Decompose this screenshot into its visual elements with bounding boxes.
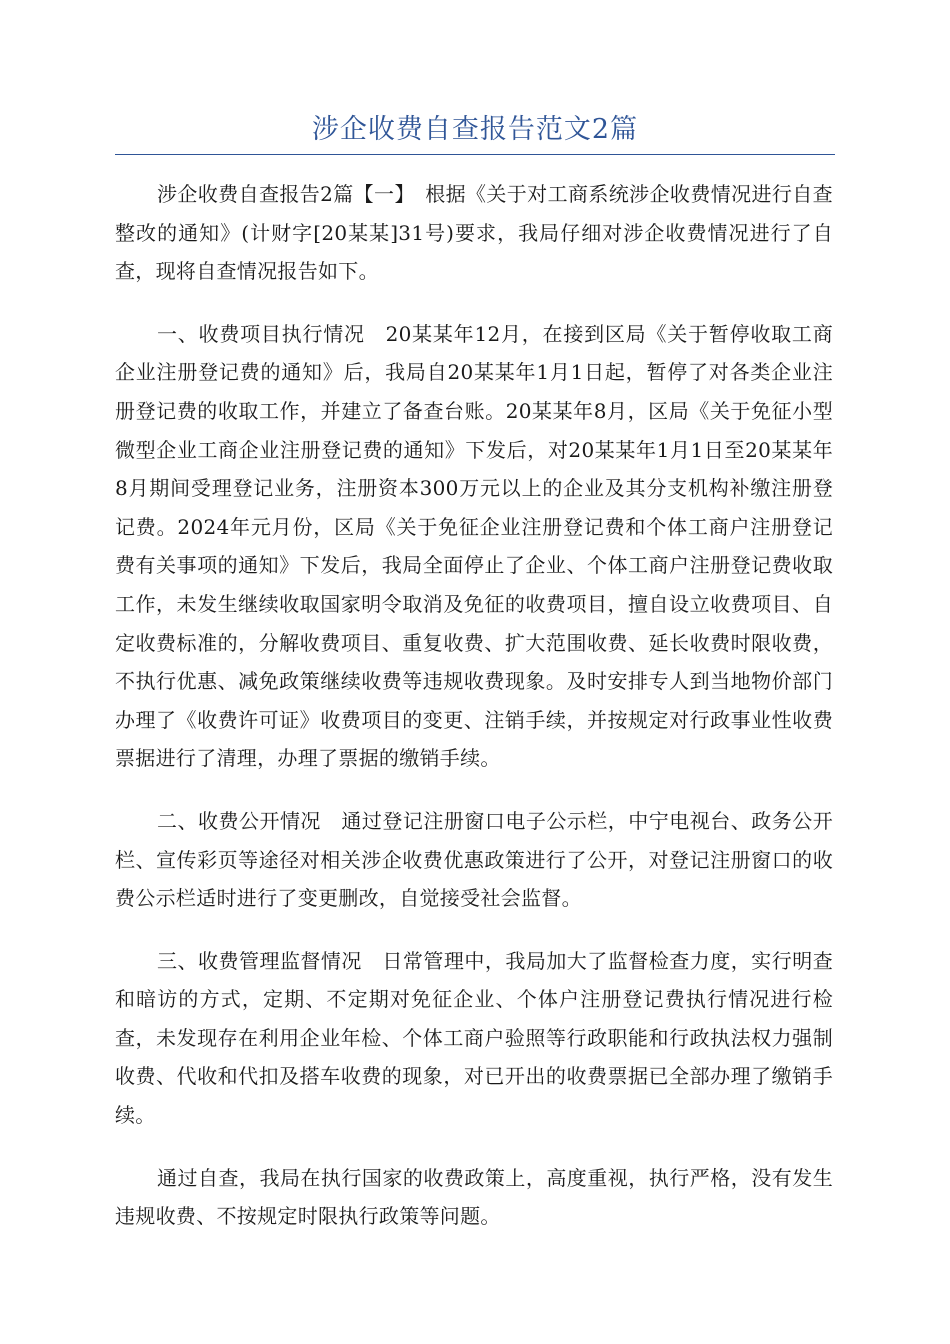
- paragraph-section-3: 三、收费管理监督情况 日常管理中，我局加大了监督检查力度，实行明查和暗访的方式，定期、不定期对免征企业、个体户注册登记费执行情况进行检查，未发现存在利用企业年检、个体工商户验照等行政职能和行政执法权力强制收费、代收和代扣及搭车收费的现象，对已开出的收费票据已全部办理了缴销手续。: [115, 948, 833, 1128]
- paragraph-section-2: 二、收费公开情况 通过登记注册窗口电子公示栏，中宁电视台、政务公开栏、宣传彩页等途径对相关涉企收费优惠政策进行了公开，对登记注册窗口的收费公示栏适时进行了变更删改，自觉接受社会监督。: [115, 808, 833, 911]
- title-underline: [115, 154, 835, 155]
- document-body: [115, 175, 833, 1260]
- paragraph-intro: 涉企收费自查报告2篇【一】 根据《关于对工商系统涉企收费情况进行自查整改的通知》(计财字[20某某]31号)要求，我局仔细对涉企收费情况进行了自查，现将自查情况报告如下。: [115, 182, 833, 284]
- page-title: 涉企收费自查报告范文2篇: [311, 114, 639, 145]
- paragraph-section-1: 一、收费项目执行情况 20某某年12月，在接到区局《关于暂停收取工商企业注册登记费的通知》后，我局自20某某年1月1日起，暂停了对各类企业注册登记费的收取工作，并建立了备查台账。20某某年8月，区局《关于免征小型微型企业工商企业注册登记费的通知》下发后，对20某某年1月1日至20某某年8月期间受理登记业务，注册资本300万元以上的企业及其分支机构补缴注册登记费。2024年元月份，区局《关于免征企业注册登记费和个体工商户注册登记费有关事项的通知》下发后，我局全面停止了企业、个体工商户注册登记费收取工作，未发生继续收取国家明令取消及免征的收费项目，擅自设立收费项目、自定收费标准的，分解收费项目、重复收费、扩大范围收费、延长收费时限收费，不执行优惠、减免政策继续收费等违规收费现象。及时安排专人到当地物价部门办理了《收费许可证》收费项目的变更、注销手续，并按规定对行政事业性收费票据进行了清理，办理了票据的缴销手续。: [115, 321, 833, 771]
- paragraph-conclusion: 通过自查，我局在执行国家的收费政策上，高度重视，执行严格，没有发生违规收费、不按规定时限执行政策等问题。: [115, 1165, 833, 1229]
